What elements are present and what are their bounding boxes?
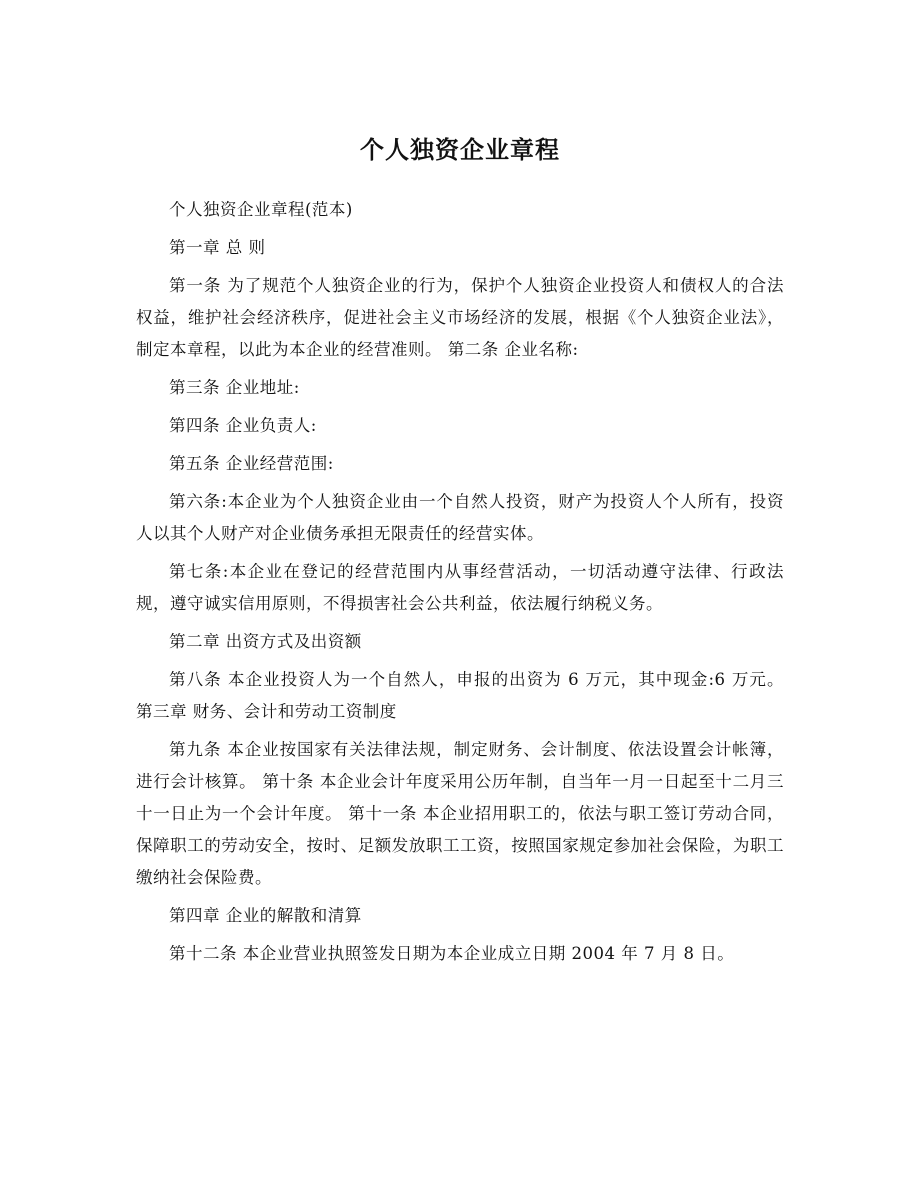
article-12: 第十二条 本企业营业执照签发日期为本企业成立日期 2004 年 7 月 8 日。 — [169, 944, 735, 963]
article-8: 第八条 本企业投资人为一个自然人，申报的出资为 6 万元，其中现金:6 万元。 第三章 财务、会计和劳动工资制度 — [136, 670, 784, 721]
article-1-2: 第一条 为了规范个人独资企业的行为，保护个人独资企业投资人和债权人的合法权益，维护社会经济秩序，促进社会主义市场经济的发展，根据《个人独资企业法》，制定本章程，以此为本企业的经营准则。 第二条 企业名称: — [136, 276, 784, 359]
chapter-4-heading: 第四章 企业的解散和清算 — [169, 906, 362, 925]
article-9-11: 第九条 本企业按国家有关法律法规，制定财务、会计制度、依法设置会计帐簿，进行会计核算。 第十条 本企业会计年度采用公历年制，自当年一月一日起至十二月三十一日止为一个会计年度。 第十一条 本企业招用职工的，依法与职工签订劳动合同，保障职工的劳动安全，按时、足额发放职工工资，按照国家规定参加社会保险，为职工缴纳社会保险费。 — [136, 740, 784, 887]
article-7: 第七条:本企业在登记的经营范围内从事经营活动，一切活动遵守法律、行政法规，遵守诚实信用原则，不得损害社会公共利益，依法履行纳税义务。 — [136, 562, 784, 613]
article-4: 第四条 企业负责人: — [169, 416, 317, 435]
chapter-1-heading: 第一章 总 则 — [169, 238, 266, 257]
paragraph-subtitle: 个人独资企业章程(范本) — [169, 200, 353, 219]
chapter-2-heading: 第二章 出资方式及出资额 — [169, 632, 362, 651]
article-6: 第六条:本企业为个人独资企业由一个自然人投资，财产为投资人个人所有，投资人以其个人财产对企业债务承担无限责任的经营实体。 — [136, 492, 784, 543]
article-5: 第五条 企业经营范围: — [169, 454, 334, 473]
document-title: 个人独资企业章程 — [360, 135, 560, 164]
article-3: 第三条 企业地址: — [169, 378, 300, 397]
